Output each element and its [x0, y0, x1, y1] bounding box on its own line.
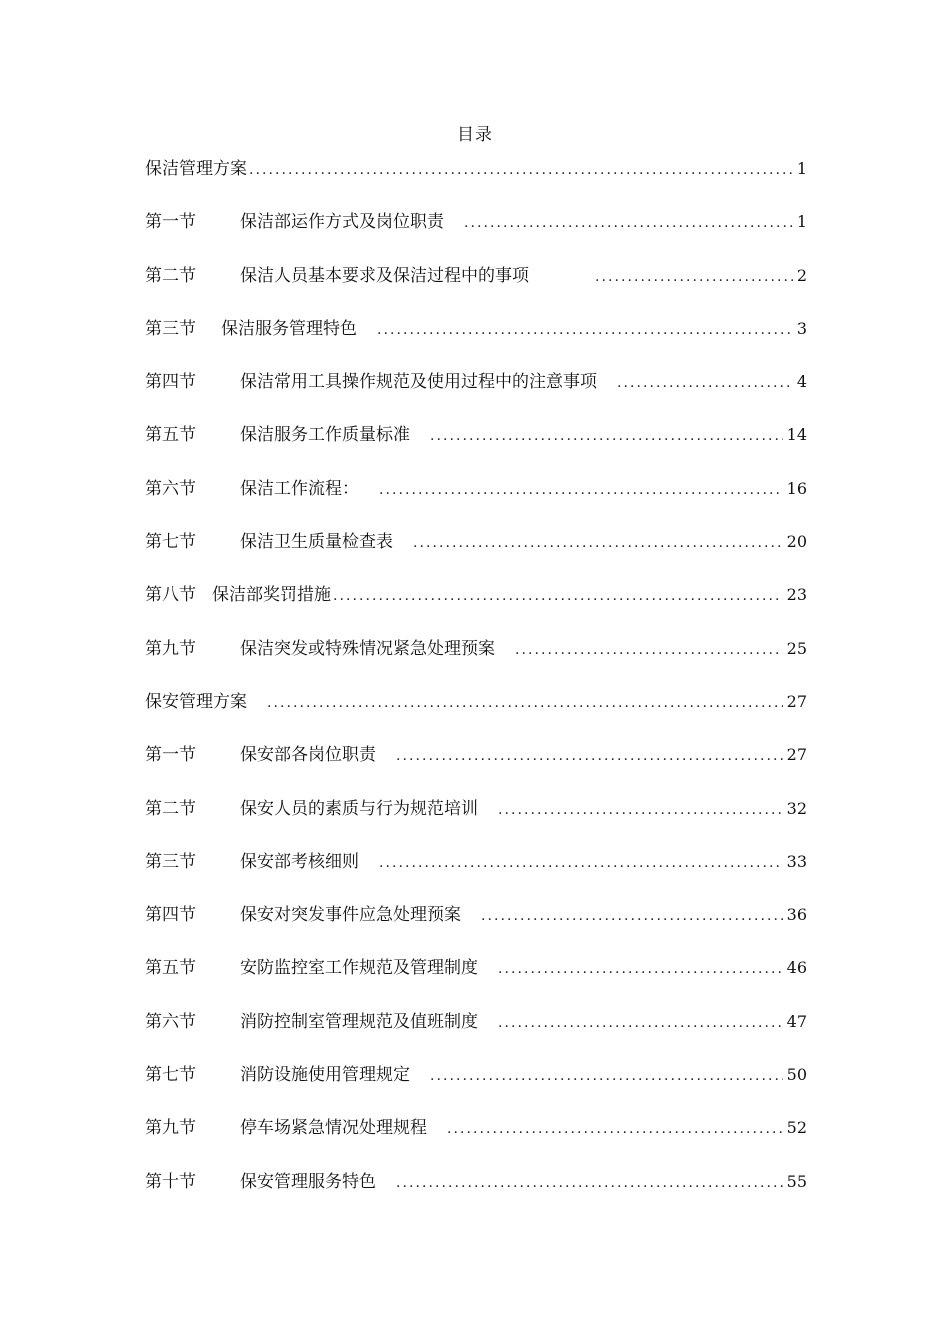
toc-entry-section: 第六节: [145, 1011, 196, 1032]
toc-entry-section: 第四节: [145, 905, 196, 926]
toc-dot-leader: [413, 524, 783, 562]
toc-entry-section: 第三节: [145, 851, 196, 872]
toc-entry-label: 保洁服务工作质量标准: [240, 425, 410, 446]
toc-dot-leader: [617, 364, 793, 402]
toc-dot-leader: [396, 737, 783, 775]
toc-entry-section: 第九节: [145, 1118, 196, 1139]
toc-entry[interactable]: [145, 576, 807, 629]
toc-entry[interactable]: [145, 949, 807, 1002]
toc-entry-label: 消防控制室管理规范及值班制度: [240, 1011, 478, 1032]
toc-entry[interactable]: [145, 363, 807, 416]
toc-dot-leader: [481, 897, 783, 935]
toc-dot-leader: [498, 1004, 783, 1042]
toc-entry-section: 第三节: [145, 318, 196, 339]
toc-entry[interactable]: [145, 1056, 807, 1109]
toc-entry[interactable]: [145, 1163, 807, 1216]
toc-entry-section: 第二节: [145, 798, 196, 819]
toc-entry-page-number: 46: [786, 958, 807, 978]
toc-entry[interactable]: [145, 523, 807, 576]
toc-dot-leader: [464, 204, 793, 242]
toc-dot-leader: [498, 791, 783, 829]
toc-entry-section: 第六节: [145, 478, 196, 499]
toc-entry-label: 保洁卫生质量检查表: [240, 532, 393, 553]
toc-entry-label: 保洁突发或特殊情况紧急处理预案: [240, 638, 495, 659]
toc-entry-section: 第五节: [145, 425, 196, 446]
toc-entry-label: 保洁工作流程：: [240, 478, 359, 499]
toc-entry[interactable]: [145, 310, 807, 363]
toc-entry-page-number: 55: [786, 1171, 807, 1191]
toc-dot-leader: [498, 950, 783, 988]
toc-entry-section: 第八节: [145, 585, 196, 606]
toc-dot-leader: [249, 151, 793, 189]
toc-entry-page-number: 2: [796, 265, 807, 285]
toc-dot-leader: [447, 1110, 783, 1148]
toc-entry-page-number: 47: [786, 1011, 807, 1031]
toc-entry[interactable]: [145, 736, 807, 789]
toc-entry[interactable]: [145, 1109, 807, 1162]
toc-entry-page-number: 1: [796, 212, 807, 232]
toc-dot-leader: [430, 417, 783, 455]
toc-dot-leader: [267, 684, 783, 722]
toc-dot-leader: [515, 631, 783, 669]
toc-entry-label: 保洁部奖罚措施: [212, 585, 331, 606]
toc-entry-section: 第二节: [145, 265, 196, 286]
toc-entry[interactable]: [145, 790, 807, 843]
toc-entry-page-number: 27: [786, 691, 807, 711]
toc-entry[interactable]: [145, 896, 807, 949]
toc-entry[interactable]: [145, 150, 807, 203]
toc-entry-section: 第七节: [145, 532, 196, 553]
toc-entry-section: 第九节: [145, 638, 196, 659]
toc-entry-label: 保安管理方案: [145, 691, 247, 712]
toc-entry-page-number: 50: [786, 1065, 807, 1085]
toc-dot-leader: [595, 258, 793, 296]
toc-entry[interactable]: [145, 1003, 807, 1056]
toc-entry-page-number: 25: [786, 638, 807, 658]
toc-entry-label: 消防设施使用管理规定: [240, 1065, 410, 1086]
toc-entry-section: 第一节: [145, 212, 196, 233]
toc-entry-page-number: 33: [786, 851, 807, 871]
toc-dot-leader: [430, 1057, 783, 1095]
toc-entry-label: 停车场紧急情况处理规程: [240, 1118, 427, 1139]
toc-entry-page-number: 27: [786, 745, 807, 765]
toc-entry-label: 安防监控室工作规范及管理制度: [240, 958, 478, 979]
toc-entry-section: 第五节: [145, 958, 196, 979]
toc-list: [145, 150, 807, 1216]
toc-entry-label: 保安管理服务特色: [240, 1171, 376, 1192]
toc-entry-label: 保洁常用工具操作规范及使用过程中的注意事项: [240, 372, 597, 393]
toc-entry[interactable]: [145, 257, 807, 310]
toc-dot-leader: [333, 577, 783, 615]
toc-entry[interactable]: [145, 203, 807, 256]
toc-entry-label: 保安对突发事件应急处理预案: [240, 905, 461, 926]
toc-entry[interactable]: [145, 416, 807, 469]
toc-entry[interactable]: [145, 470, 807, 523]
toc-entry-label: 保安人员的素质与行为规范培训: [240, 798, 478, 819]
toc-entry-page-number: 36: [786, 905, 807, 925]
toc-dot-leader: [396, 1164, 783, 1202]
toc-entry-section: 第一节: [145, 745, 196, 766]
toc-entry-label: 保洁管理方案: [145, 159, 247, 179]
toc-dot-leader: [379, 844, 783, 882]
toc-entry-label: 保安部各岗位职责: [240, 745, 376, 766]
toc-entry-page-number: 23: [786, 585, 807, 605]
toc-entry-section: 第四节: [145, 372, 196, 393]
toc-entry-page-number: 1: [796, 159, 807, 178]
toc-entry-page-number: 3: [796, 318, 807, 338]
toc-entry-page-number: 20: [786, 532, 807, 552]
toc-entry-page-number: 16: [786, 478, 807, 498]
toc-entry-label: 保洁部运作方式及岗位职责: [240, 212, 444, 233]
toc-dot-leader: [379, 471, 783, 509]
toc-entry-section: 第十节: [145, 1171, 196, 1192]
toc-title: 目录: [457, 125, 493, 145]
toc-entry-label: 保洁人员基本要求及保洁过程中的事项: [240, 265, 529, 286]
toc-entry-label: 保洁服务管理特色: [221, 318, 357, 339]
toc-entry-page-number: 52: [786, 1118, 807, 1138]
toc-entry-page-number: 4: [796, 372, 807, 392]
toc-entry-section: 第七节: [145, 1065, 196, 1086]
toc-entry[interactable]: [145, 683, 807, 736]
toc-entry-page-number: 32: [786, 798, 807, 818]
toc-entry[interactable]: [145, 843, 807, 896]
toc-entry-label: 保安部考核细则: [240, 851, 359, 872]
toc-dot-leader: [377, 311, 793, 349]
toc-entry[interactable]: [145, 630, 807, 683]
toc-entry-page-number: 14: [786, 425, 807, 445]
